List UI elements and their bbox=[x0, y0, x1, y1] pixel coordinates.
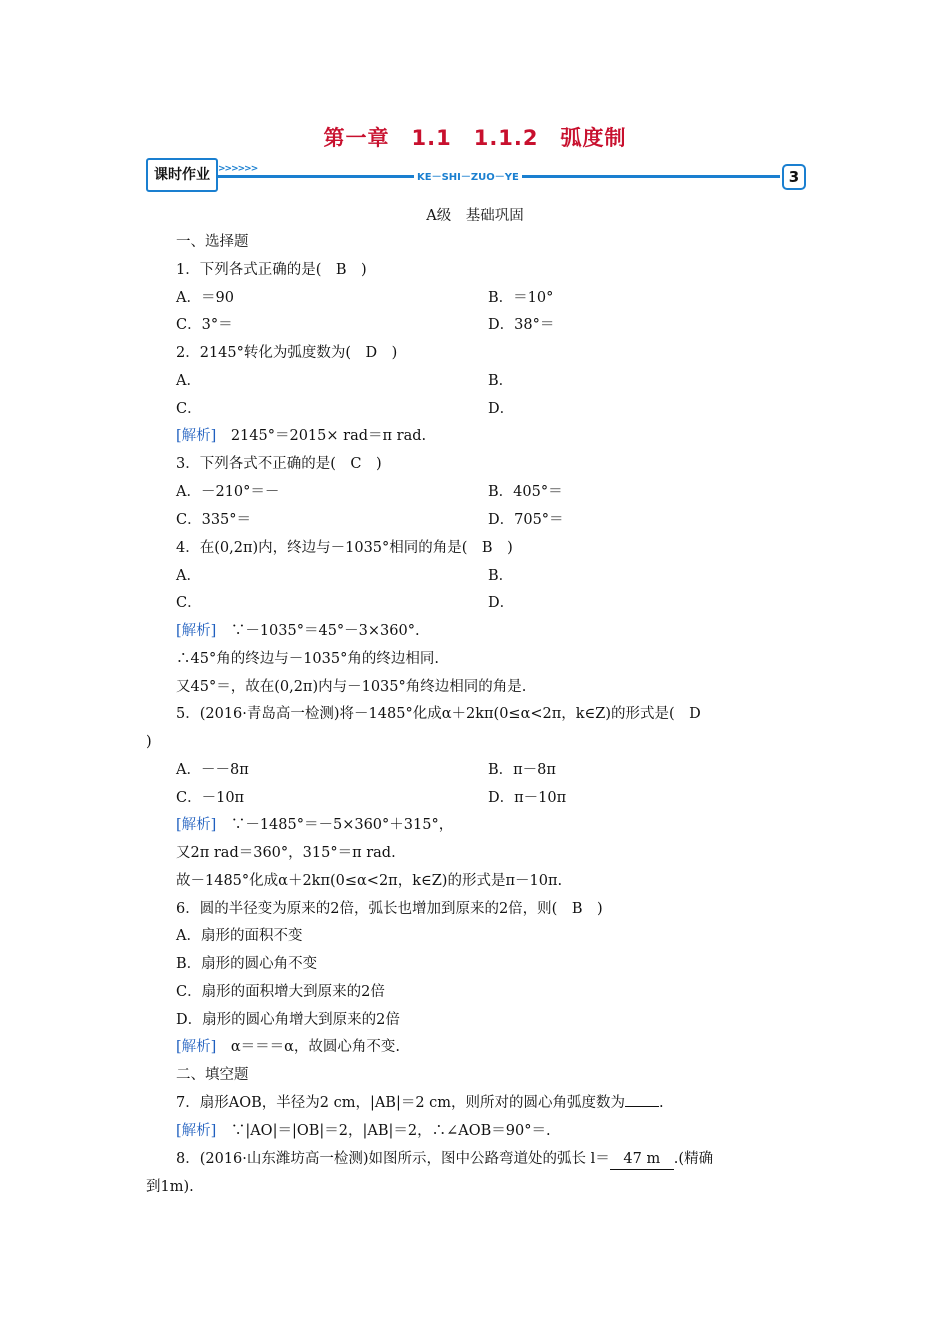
q7-stem-end: . bbox=[659, 1095, 664, 1111]
q4-option-a: A． bbox=[176, 568, 201, 584]
q5-option-d: D．π－10π bbox=[488, 790, 567, 806]
explanation-tag: [解析] bbox=[176, 817, 217, 833]
q6-option-c: C．扇形的面积增大到原来的2倍 bbox=[176, 984, 385, 1000]
level-heading: A级 基础巩固 bbox=[426, 208, 524, 224]
section-banner bbox=[146, 158, 806, 192]
q6-option-d: D．扇形的圆心角增大到原来的2倍 bbox=[176, 1012, 400, 1028]
q5-option-a: A．－－8π bbox=[176, 762, 249, 778]
q6-stem: 6．圆的半径变为原来的2倍，弧长也增加到原来的2倍，则( B ) bbox=[176, 901, 603, 917]
q4-stem: 4．在(0,2π)内，终边与－1035°相同的角是( B ) bbox=[176, 540, 513, 556]
q7-stem bbox=[176, 1093, 664, 1113]
q7-stem-text: 7．扇形AOB，半径为2 cm，|AB|＝2 cm，则所对的圆心角弧度数为 bbox=[176, 1095, 626, 1111]
q7-explanation bbox=[176, 1121, 551, 1141]
banner-pinyin: KE－SHI－ZUO－YE bbox=[414, 168, 522, 183]
q2-stem: 2．2145°转化为弧度数为( D ) bbox=[176, 345, 398, 361]
q5-option-c: C．－10π bbox=[176, 790, 245, 806]
q5-explanation-line2: 又2π rad＝360°，315°＝π rad. bbox=[176, 845, 396, 861]
banner-label: 课时作业 bbox=[146, 158, 218, 192]
q3-option-d: D．705°＝ bbox=[488, 512, 564, 528]
q5-explanation bbox=[176, 815, 453, 835]
q1-option-c: C．3°＝ bbox=[176, 317, 233, 333]
q7-explanation-text: ∵|AO|＝|OB|＝2，|AB|＝2，∴∠AOB＝90°＝. bbox=[216, 1123, 551, 1139]
q5-option-b: B．π－8π bbox=[488, 762, 556, 778]
q3-stem: 3．下列各式不正确的是( C ) bbox=[176, 456, 382, 472]
q3-option-a: A．－210°＝－ bbox=[176, 484, 280, 500]
q1-option-d: D．38°＝ bbox=[488, 317, 555, 333]
section-choice: 一、选择题 bbox=[176, 234, 249, 250]
q8-stem-text: 8．(2016·山东潍坊高一检测)如图所示，图中公路弯道处的弧长 l＝ bbox=[176, 1151, 610, 1167]
q4-option-b: B． bbox=[488, 568, 514, 584]
q4-explanation bbox=[176, 621, 420, 641]
q1-option-a: A．＝90 bbox=[176, 290, 234, 306]
q5-explanation-line3: 故－1485°化成α＋2kπ(0≤α<2π，k∈Z)的形式是π－10π. bbox=[176, 873, 563, 889]
explanation-tag: [解析] bbox=[176, 1039, 217, 1055]
q8-stem bbox=[176, 1149, 713, 1170]
explanation-tag: [解析] bbox=[176, 623, 217, 639]
q4-explanation-line3: 又45°＝，故在(0,2π)内与－1035°角终边相同的角是. bbox=[176, 679, 527, 695]
q8-stem-end: .(精确 bbox=[673, 1151, 714, 1167]
q2-option-c: C． bbox=[176, 401, 202, 417]
section-fill: 二、填空题 bbox=[176, 1067, 249, 1083]
q2-option-d: D． bbox=[488, 401, 515, 417]
q3-option-b: B．405°＝ bbox=[488, 484, 563, 500]
q6-explanation bbox=[176, 1037, 400, 1057]
q5-stem: 5．(2016·青岛高一检测)将－1485°化成α＋2kπ(0≤α<2π，k∈Z)的形式是( D bbox=[176, 706, 701, 722]
q3-option-c: C．335°＝ bbox=[176, 512, 252, 528]
q5-explanation-text: ∵－1485°＝－5×360°＋315°， bbox=[216, 817, 454, 833]
q1-option-b: B．＝10° bbox=[488, 290, 554, 306]
explanation-tag: [解析] bbox=[176, 428, 217, 444]
answer-blank bbox=[625, 1106, 659, 1107]
q2-explanation-text: 2145°＝2015× rad＝π rad. bbox=[216, 428, 427, 444]
q6-option-a: A．扇形的面积不变 bbox=[176, 928, 303, 944]
banner-number: 3 bbox=[782, 164, 806, 190]
q4-explanation-line2: ∴45°角的终边与－1035°角的终边相同. bbox=[176, 651, 439, 667]
q6-option-b: B．扇形的圆心角不变 bbox=[176, 956, 318, 972]
q6-explanation-text: α＝＝＝α，故圆心角不变. bbox=[216, 1039, 401, 1055]
q8-answer: 47 m bbox=[610, 1149, 674, 1170]
banner-arrows: >>>>>> bbox=[218, 164, 258, 174]
explanation-tag: [解析] bbox=[176, 1123, 217, 1139]
q2-option-a: A． bbox=[176, 373, 201, 389]
page-title: 第一章 1.1 1.1.2 弧度制 bbox=[323, 126, 627, 150]
q4-explanation-text: ∵－1035°＝45°－3×360°. bbox=[216, 623, 420, 639]
q4-option-c: C． bbox=[176, 595, 202, 611]
q5-stem-end: ) bbox=[146, 734, 152, 750]
q4-option-d: D． bbox=[488, 595, 515, 611]
q1-stem: 1．下列各式正确的是( B ) bbox=[176, 262, 367, 278]
q2-option-b: B． bbox=[488, 373, 514, 389]
q8-stem-line2: 到1m). bbox=[146, 1179, 194, 1195]
q2-explanation bbox=[176, 426, 426, 446]
